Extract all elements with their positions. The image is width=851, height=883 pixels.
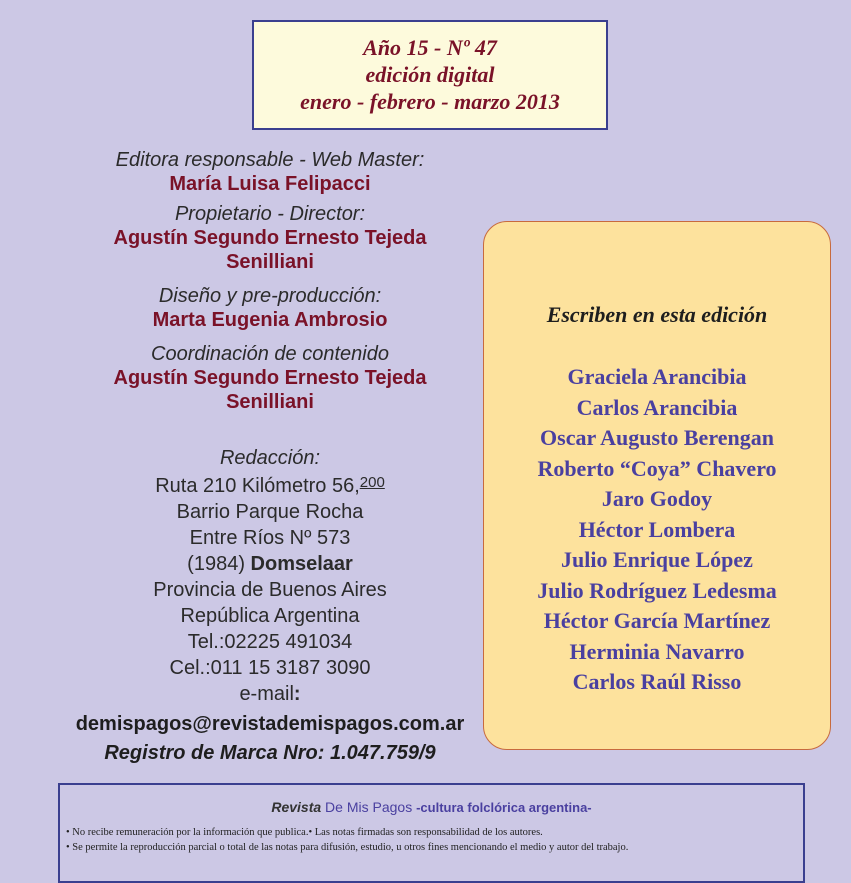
writers-box [483, 221, 831, 750]
address-street-sup: 200 [359, 474, 385, 491]
writer-name: Graciela Arancibia [567, 364, 747, 389]
credit-name: Agustín Segundo Ernesto Tejeda [113, 227, 427, 249]
credit-role: Coordinación de contenido [151, 343, 389, 365]
writer-name: Roberto “Coya” Chavero [537, 455, 777, 481]
writer-name: Carlos Raúl Risso [572, 669, 742, 694]
address-line [40, 551, 500, 577]
writer-name: Héctor Lombera [578, 516, 736, 542]
edition-issue: Año 15 - Nº 47 [363, 35, 497, 60]
credit-role: Editora responsable - Web Master: [115, 149, 425, 171]
address-label: Redacción: [219, 447, 321, 469]
credit-role: Propietario - Director: [174, 203, 366, 225]
address-block [40, 446, 500, 737]
footer-brand: De Mis Pagos [325, 799, 413, 815]
trademark-registration: Registro de Marca Nro: 1.047.759/9 [104, 742, 436, 764]
writers-list [484, 362, 830, 698]
edition-type: edición digital [365, 62, 495, 87]
writer-name: Oscar Augusto Berengan [540, 425, 774, 450]
credit-name: Senilliani [226, 391, 314, 413]
footer-heading [60, 799, 803, 815]
address-street: Ruta 210 Kilómetro 56, [155, 475, 360, 497]
writer-name: Julio Rodríguez Ledesma [537, 577, 777, 603]
edition-period: enero - febrero - marzo 2013 [300, 89, 560, 114]
writer-name: Herminia Navarro [569, 638, 745, 664]
locality: Domselaar [250, 553, 353, 575]
footer-tagline: -cultura folclórica argentina- [416, 800, 592, 815]
credit-owner [40, 202, 500, 274]
writer-name: Carlos Arancibia [576, 394, 738, 420]
credit-name: María Luisa Felipacci [169, 173, 371, 195]
email-link[interactable]: demispagos@revistademispagos.com.ar [75, 713, 465, 735]
credit-name: Agustín Segundo Ernesto Tejeda [113, 367, 427, 389]
writer-name: Jaro Godoy [601, 486, 713, 511]
address-line [40, 470, 500, 499]
writer-name: Julio Enrique López [561, 547, 753, 572]
footer-note: • No recibe remuneración por la información que publica.• Las notas firmadas son responsabilidad de los autores. [66, 827, 543, 838]
cellphone: Cel.:011 15 3187 3090 [169, 657, 371, 679]
address-line: Entre Ríos Nº 573 [189, 527, 351, 549]
credit-name: Senilliani [226, 251, 314, 273]
credit-role: Diseño y pre-producción: [158, 285, 382, 307]
writers-title: Escriben en esta edición [546, 302, 768, 327]
email-label-colon: : [293, 683, 301, 705]
credit-coordination [40, 342, 500, 414]
postal-code: (1984) [187, 553, 251, 575]
footer-notes [66, 825, 803, 855]
footer-box [58, 783, 805, 883]
address-line: Provincia de Buenos Aires [153, 579, 387, 601]
credit-editor [40, 148, 500, 196]
credit-design [40, 284, 500, 332]
credits-section [40, 148, 500, 424]
phone: Tel.:02225 491034 [187, 631, 353, 653]
email-label [40, 681, 500, 707]
credit-name: Marta Eugenia Ambrosio [152, 309, 388, 331]
footer-note: • Se permite la reproducción parcial o total de las notas para difusión, estudio, u otros fines mencionando el medio y autor del trabajo. [66, 842, 629, 853]
email-label-text: e-mail [239, 683, 294, 705]
edition-box [252, 20, 608, 130]
writer-name: Héctor García Martínez [543, 608, 771, 633]
footer-revista: Revista [271, 799, 322, 815]
address-line: República Argentina [180, 605, 360, 627]
address-line: Barrio Parque Rocha [176, 501, 364, 523]
